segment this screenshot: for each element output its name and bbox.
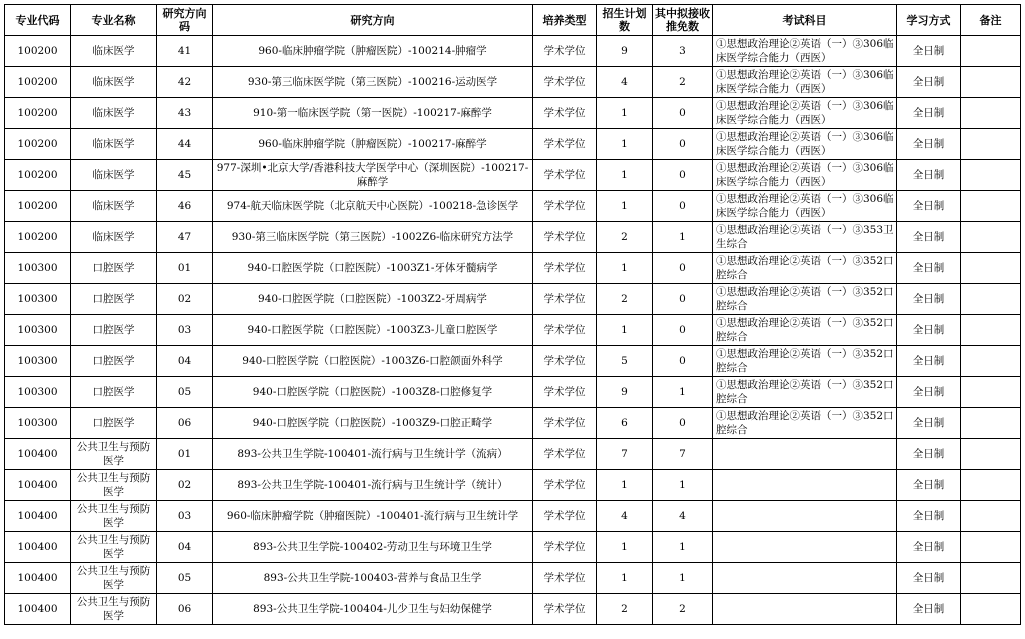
table-row [5, 191, 1021, 222]
cell-direction: 940-口腔医学院（口腔医院）-1003Z8-口腔修复学 [213, 377, 533, 408]
cell-subjects: ①思想政治理论②英语（一）③306临床医学综合能力（西医） [713, 191, 897, 222]
cell-code: 100400 [5, 439, 71, 470]
cell-subjects: ①思想政治理论②英语（一）③352口腔综合 [713, 284, 897, 315]
cell-mode: 全日制 [897, 346, 961, 377]
cell-plan: 1 [597, 253, 653, 284]
cell-exempt: 4 [653, 501, 713, 532]
cell-direction: 960-临床肿瘤学院（肿瘤医院）-100214-肿瘤学 [213, 36, 533, 67]
cell-plan: 7 [597, 439, 653, 470]
cell-code: 100200 [5, 36, 71, 67]
cell-name: 临床医学 [71, 129, 157, 160]
cell-code: 100300 [5, 253, 71, 284]
cell-name: 公共卫生与预防医学 [71, 563, 157, 594]
cell-note [961, 191, 1021, 222]
cell-subjects [713, 532, 897, 563]
cell-subjects: ①思想政治理论②英语（一）③306临床医学综合能力（西医） [713, 160, 897, 191]
cell-code: 100200 [5, 129, 71, 160]
cell-direction: 893-公共卫生学院-100401-流行病与卫生统计学（流病） [213, 439, 533, 470]
cell-direction: 940-口腔医学院（口腔医院）-1003Z2-牙周病学 [213, 284, 533, 315]
cell-exempt: 2 [653, 594, 713, 625]
cell-code: 100200 [5, 160, 71, 191]
cell-dir-code: 06 [157, 594, 213, 625]
cell-code: 100200 [5, 222, 71, 253]
header-name: 专业名称 [71, 5, 157, 36]
cell-note [961, 253, 1021, 284]
cell-dir-code: 41 [157, 36, 213, 67]
header-plan: 招生计划数 [597, 5, 653, 36]
cell-subjects: ①思想政治理论②英语（一）③352口腔综合 [713, 253, 897, 284]
cell-subjects: ①思想政治理论②英语（一）③306临床医学综合能力（西医） [713, 98, 897, 129]
table-row [5, 594, 1021, 625]
cell-plan: 2 [597, 222, 653, 253]
cell-subjects: ①思想政治理论②英语（一）③306临床医学综合能力（西医） [713, 36, 897, 67]
cell-mode: 全日制 [897, 160, 961, 191]
cell-code: 100400 [5, 501, 71, 532]
cell-name: 临床医学 [71, 222, 157, 253]
cell-direction: 893-公共卫生学院-100404-儿少卫生与妇幼保健学 [213, 594, 533, 625]
cell-note [961, 67, 1021, 98]
cell-direction: 940-口腔医学院（口腔医院）-1003Z6-口腔颌面外科学 [213, 346, 533, 377]
cell-note [961, 532, 1021, 563]
cell-exempt: 1 [653, 563, 713, 594]
cell-subjects [713, 563, 897, 594]
cell-subjects [713, 501, 897, 532]
cell-subjects: ①思想政治理论②英语（一）③352口腔综合 [713, 346, 897, 377]
cell-direction: 960-临床肿瘤学院（肿瘤医院）-100401-流行病与卫生统计学 [213, 501, 533, 532]
cell-plan: 1 [597, 315, 653, 346]
table-body [5, 36, 1021, 625]
cell-code: 100200 [5, 191, 71, 222]
cell-direction: 960-临床肿瘤学院（肿瘤医院）-100217-麻醉学 [213, 129, 533, 160]
cell-code: 100300 [5, 346, 71, 377]
cell-subjects: ①思想政治理论②英语（一）③353卫生综合 [713, 222, 897, 253]
cell-name: 口腔医学 [71, 253, 157, 284]
admissions-table [4, 4, 1021, 625]
cell-exempt: 2 [653, 67, 713, 98]
cell-type: 学术学位 [533, 160, 597, 191]
cell-exempt: 0 [653, 284, 713, 315]
cell-code: 100400 [5, 563, 71, 594]
header-note: 备注 [961, 5, 1021, 36]
cell-note [961, 501, 1021, 532]
cell-mode: 全日制 [897, 439, 961, 470]
cell-type: 学术学位 [533, 36, 597, 67]
cell-name: 公共卫生与预防医学 [71, 439, 157, 470]
header-code: 专业代码 [5, 5, 71, 36]
cell-note [961, 160, 1021, 191]
cell-name: 口腔医学 [71, 408, 157, 439]
table-row [5, 129, 1021, 160]
cell-type: 学术学位 [533, 222, 597, 253]
cell-mode: 全日制 [897, 315, 961, 346]
cell-note [961, 98, 1021, 129]
cell-type: 学术学位 [533, 563, 597, 594]
cell-type: 学术学位 [533, 253, 597, 284]
cell-name: 临床医学 [71, 191, 157, 222]
cell-direction: 940-口腔医学院（口腔医院）-1003Z9-口腔正畸学 [213, 408, 533, 439]
cell-name: 临床医学 [71, 36, 157, 67]
cell-note [961, 439, 1021, 470]
cell-dir-code: 45 [157, 160, 213, 191]
header-exempt: 其中拟接收推免数 [653, 5, 713, 36]
cell-exempt: 3 [653, 36, 713, 67]
table-row [5, 563, 1021, 594]
cell-plan: 1 [597, 129, 653, 160]
cell-exempt: 7 [653, 439, 713, 470]
cell-type: 学术学位 [533, 284, 597, 315]
cell-mode: 全日制 [897, 284, 961, 315]
cell-dir-code: 42 [157, 67, 213, 98]
cell-note [961, 377, 1021, 408]
cell-direction: 893-公共卫生学院-100402-劳动卫生与环境卫生学 [213, 532, 533, 563]
cell-code: 100300 [5, 284, 71, 315]
cell-mode: 全日制 [897, 98, 961, 129]
header-direction: 研究方向 [213, 5, 533, 36]
cell-name: 临床医学 [71, 98, 157, 129]
cell-dir-code: 06 [157, 408, 213, 439]
cell-code: 100400 [5, 532, 71, 563]
cell-code: 100300 [5, 408, 71, 439]
cell-mode: 全日制 [897, 532, 961, 563]
cell-plan: 2 [597, 594, 653, 625]
cell-exempt: 0 [653, 253, 713, 284]
cell-type: 学术学位 [533, 501, 597, 532]
cell-type: 学术学位 [533, 439, 597, 470]
table-row [5, 439, 1021, 470]
cell-plan: 6 [597, 408, 653, 439]
cell-exempt: 1 [653, 470, 713, 501]
cell-exempt: 0 [653, 346, 713, 377]
cell-note [961, 408, 1021, 439]
cell-plan: 2 [597, 284, 653, 315]
cell-mode: 全日制 [897, 36, 961, 67]
cell-dir-code: 04 [157, 532, 213, 563]
table-row [5, 284, 1021, 315]
table-row [5, 222, 1021, 253]
cell-exempt: 1 [653, 377, 713, 408]
cell-type: 学术学位 [533, 315, 597, 346]
cell-subjects [713, 470, 897, 501]
header-type: 培养类型 [533, 5, 597, 36]
cell-note [961, 563, 1021, 594]
cell-name: 口腔医学 [71, 377, 157, 408]
cell-type: 学术学位 [533, 346, 597, 377]
table-row [5, 36, 1021, 67]
cell-exempt: 0 [653, 191, 713, 222]
cell-type: 学术学位 [533, 377, 597, 408]
cell-dir-code: 05 [157, 377, 213, 408]
header-subjects: 考试科目 [713, 5, 897, 36]
cell-note [961, 470, 1021, 501]
cell-plan: 1 [597, 563, 653, 594]
cell-subjects: ①思想政治理论②英语（一）③306临床医学综合能力（西医） [713, 67, 897, 98]
cell-mode: 全日制 [897, 129, 961, 160]
table-row [5, 532, 1021, 563]
cell-dir-code: 03 [157, 501, 213, 532]
cell-name: 公共卫生与预防医学 [71, 501, 157, 532]
cell-dir-code: 01 [157, 439, 213, 470]
cell-type: 学术学位 [533, 129, 597, 160]
cell-exempt: 1 [653, 532, 713, 563]
cell-type: 学术学位 [533, 98, 597, 129]
cell-plan: 1 [597, 532, 653, 563]
cell-plan: 9 [597, 36, 653, 67]
cell-mode: 全日制 [897, 67, 961, 98]
header-dir-code: 研究方向码 [157, 5, 213, 36]
cell-mode: 全日制 [897, 408, 961, 439]
cell-subjects [713, 594, 897, 625]
cell-direction: 940-口腔医学院（口腔医院）-1003Z1-牙体牙髓病学 [213, 253, 533, 284]
cell-note [961, 129, 1021, 160]
cell-name: 临床医学 [71, 67, 157, 98]
cell-exempt: 0 [653, 408, 713, 439]
cell-plan: 4 [597, 67, 653, 98]
cell-name: 临床医学 [71, 160, 157, 191]
cell-note [961, 284, 1021, 315]
cell-dir-code: 47 [157, 222, 213, 253]
cell-dir-code: 46 [157, 191, 213, 222]
cell-subjects: ①思想政治理论②英语（一）③352口腔综合 [713, 315, 897, 346]
cell-mode: 全日制 [897, 470, 961, 501]
cell-mode: 全日制 [897, 501, 961, 532]
cell-dir-code: 04 [157, 346, 213, 377]
table-row [5, 160, 1021, 191]
cell-dir-code: 03 [157, 315, 213, 346]
cell-plan: 1 [597, 98, 653, 129]
cell-dir-code: 02 [157, 470, 213, 501]
cell-exempt: 0 [653, 129, 713, 160]
cell-name: 公共卫生与预防医学 [71, 532, 157, 563]
cell-exempt: 1 [653, 222, 713, 253]
cell-subjects: ①思想政治理论②英语（一）③352口腔综合 [713, 408, 897, 439]
cell-dir-code: 43 [157, 98, 213, 129]
cell-plan: 9 [597, 377, 653, 408]
table-row [5, 377, 1021, 408]
table-row [5, 470, 1021, 501]
cell-mode: 全日制 [897, 594, 961, 625]
cell-subjects [713, 439, 897, 470]
cell-dir-code: 01 [157, 253, 213, 284]
cell-name: 口腔医学 [71, 346, 157, 377]
cell-direction: 893-公共卫生学院-100403-营养与食品卫生学 [213, 563, 533, 594]
cell-note [961, 36, 1021, 67]
cell-dir-code: 02 [157, 284, 213, 315]
cell-plan: 5 [597, 346, 653, 377]
cell-type: 学术学位 [533, 470, 597, 501]
cell-mode: 全日制 [897, 563, 961, 594]
table-row [5, 346, 1021, 377]
cell-mode: 全日制 [897, 222, 961, 253]
cell-exempt: 0 [653, 315, 713, 346]
cell-code: 100300 [5, 315, 71, 346]
cell-direction: 940-口腔医学院（口腔医院）-1003Z3-儿童口腔医学 [213, 315, 533, 346]
cell-direction: 893-公共卫生学院-100401-流行病与卫生统计学（统计） [213, 470, 533, 501]
cell-name: 公共卫生与预防医学 [71, 470, 157, 501]
cell-code: 100300 [5, 377, 71, 408]
cell-direction: 910-第一临床医学院（第一医院）-100217-麻醉学 [213, 98, 533, 129]
table-row [5, 98, 1021, 129]
cell-type: 学术学位 [533, 191, 597, 222]
table-row [5, 67, 1021, 98]
cell-note [961, 594, 1021, 625]
cell-code: 100200 [5, 67, 71, 98]
cell-type: 学术学位 [533, 594, 597, 625]
cell-mode: 全日制 [897, 191, 961, 222]
cell-exempt: 0 [653, 160, 713, 191]
cell-type: 学术学位 [533, 67, 597, 98]
cell-subjects: ①思想政治理论②英语（一）③306临床医学综合能力（西医） [713, 129, 897, 160]
table-row [5, 408, 1021, 439]
table-row [5, 501, 1021, 532]
cell-subjects: ①思想政治理论②英语（一）③352口腔综合 [713, 377, 897, 408]
table-row [5, 315, 1021, 346]
cell-exempt: 0 [653, 98, 713, 129]
cell-direction: 930-第三临床医学院（第三医院）-100216-运动医学 [213, 67, 533, 98]
cell-type: 学术学位 [533, 532, 597, 563]
cell-plan: 1 [597, 160, 653, 191]
cell-name: 口腔医学 [71, 284, 157, 315]
cell-type: 学术学位 [533, 408, 597, 439]
cell-plan: 1 [597, 470, 653, 501]
cell-plan: 4 [597, 501, 653, 532]
cell-plan: 1 [597, 191, 653, 222]
cell-code: 100400 [5, 594, 71, 625]
header-mode: 学习方式 [897, 5, 961, 36]
cell-dir-code: 44 [157, 129, 213, 160]
header-row [5, 5, 1021, 36]
cell-code: 100200 [5, 98, 71, 129]
cell-direction: 930-第三临床医学院（第三医院）-1002Z6-临床研究方法学 [213, 222, 533, 253]
table-row [5, 253, 1021, 284]
cell-name: 口腔医学 [71, 315, 157, 346]
cell-direction: 974-航天临床医学院（北京航天中心医院）-100218-急诊医学 [213, 191, 533, 222]
cell-note [961, 315, 1021, 346]
cell-code: 100400 [5, 470, 71, 501]
cell-direction: 977-深圳•北京大学/香港科技大学医学中心（深圳医院）-100217-麻醉学 [213, 160, 533, 191]
cell-mode: 全日制 [897, 377, 961, 408]
cell-note [961, 346, 1021, 377]
cell-name: 公共卫生与预防医学 [71, 594, 157, 625]
cell-mode: 全日制 [897, 253, 961, 284]
cell-dir-code: 05 [157, 563, 213, 594]
cell-note [961, 222, 1021, 253]
